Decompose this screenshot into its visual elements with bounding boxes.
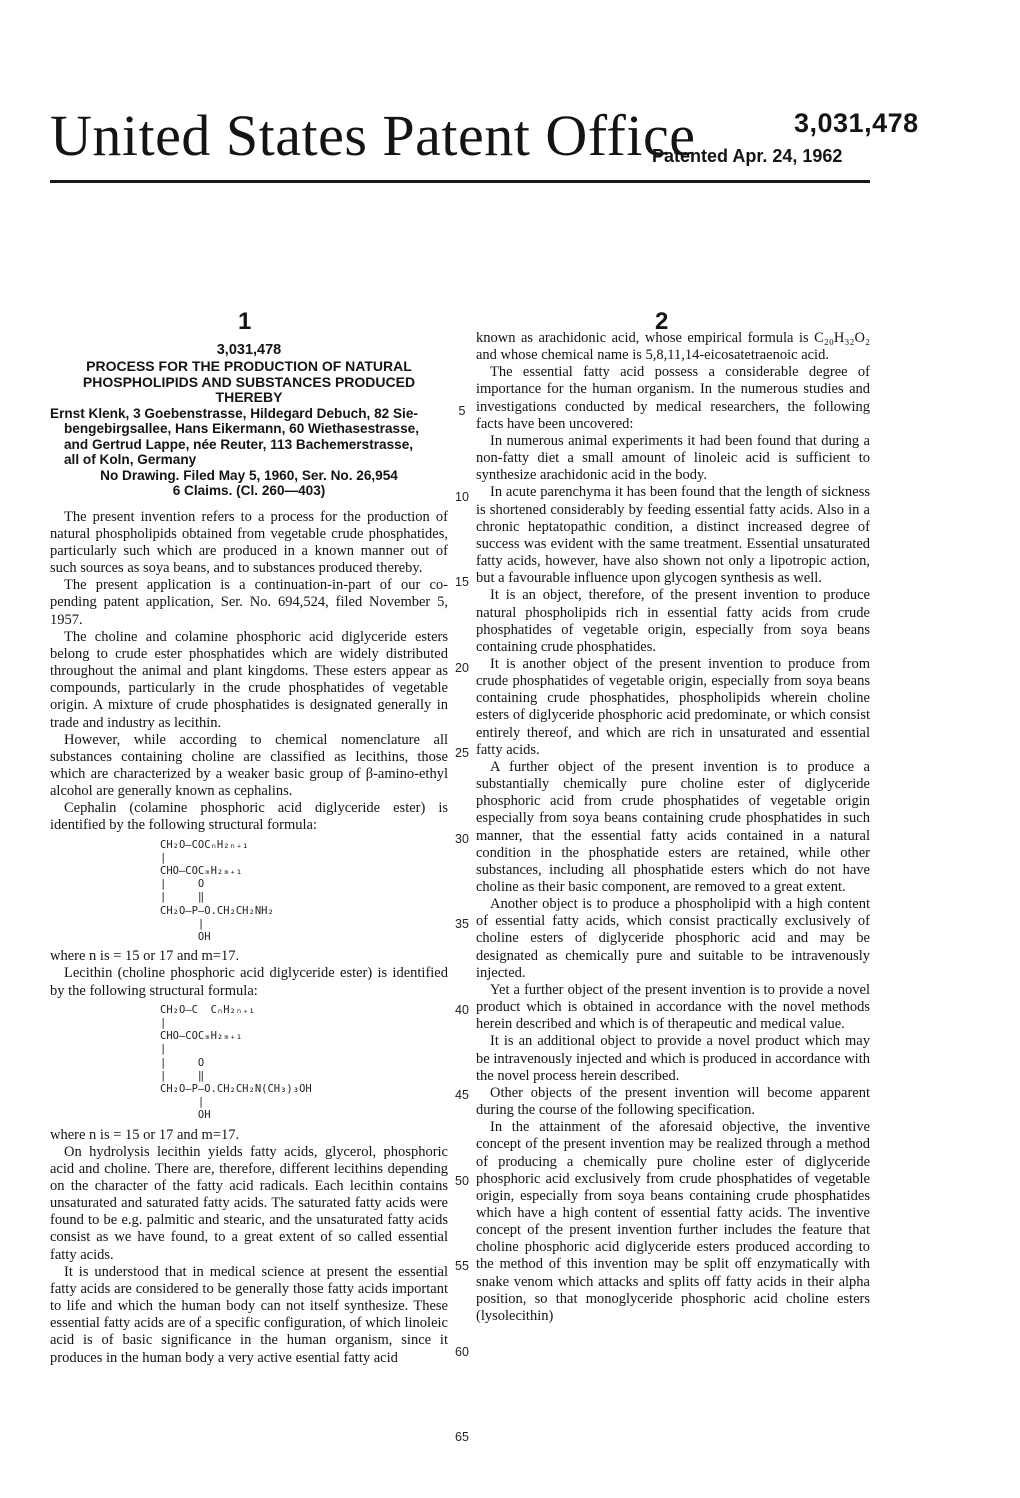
- formula-line: | O: [160, 878, 205, 891]
- formula-line: | ‖: [160, 891, 205, 904]
- paragraph: In acute parenchyma it has been found that the length of sickness is shortened considerably by feeding essential fatty acids. Also in a chronic heptatopathic condition, a distinct increased degree of success was evident with the same treatment. Essential unsaturated fatty acids, however, have also shown not only a lipotropic action, but a favourable influence upon glycogen synthesis as well.: [476, 484, 870, 587]
- paragraph: Cephalin (colamine phosphoric acid diglyceride ester) is identified by the following structural formula:: [50, 800, 448, 834]
- inventors: [50, 406, 448, 468]
- paragraph: Lecithin (choline phosphoric acid diglyceride ester) is identified by the following structural formula:: [50, 965, 448, 999]
- paragraph: A further object of the present invention is to produce a substantially chemically pure choline ester of diglyceride phosphoric acid from crude phosphatides of vegetable origin especially from soya beans containing crude phosphatides in such manner, that the essential fatty acids contained in a natural condition in the phosphatide esters are retained, while other substances, including all phosphatide esters which do not have choline as their basic component, are removed to a great extent.: [476, 758, 870, 895]
- paragraph: It is another object of the present invention to produce from crude phosphatides of vegetable origin, especially from soya beans containing crude phosphatides, phospholipids wherein choline esters of diglyceride phosphoric acid predominate, or which consist entirely thereof, and which are rich in unsaturated and essential fatty acids.: [476, 655, 870, 758]
- line-number: 45: [455, 1088, 469, 1102]
- formula-line: | ‖: [160, 1069, 205, 1082]
- formula-line: OH: [160, 1109, 211, 1122]
- formula-line: CH₂O—COCₙH₂ₙ₊₁: [160, 838, 249, 851]
- line-number: 55: [455, 1259, 469, 1273]
- column-2: [476, 330, 870, 1325]
- formula-line: OH: [160, 931, 211, 944]
- paragraph: It is an additional object to provide a novel product which may be intravenously injected and which is produced in accordance with the novel process herein described.: [476, 1033, 870, 1084]
- paragraph: Other objects of the present invention will become apparent during the course of the following specification.: [476, 1084, 870, 1119]
- line-number: 10: [455, 490, 469, 504]
- line-number: 60: [455, 1345, 469, 1359]
- paragraph: It is understood that in medical science at present the essential fatty acids are considered to be generally those fatty acids important to life and which the human body can not itself synthesize. These essential fatty acids are of a specific configuration, of which linoleic acid is of basic significance in the human organism, since it produces in the human body a very active esential fatty acid: [50, 1263, 448, 1366]
- line-number: 15: [455, 575, 469, 589]
- formula-line: | O: [160, 1056, 205, 1069]
- formula-line: |: [160, 1043, 167, 1056]
- paragraph: Yet a further object of the present invention is to provide a novel product which is obtained in accordance with the novel methods herein described and which is of therapeutic and medical value.: [476, 981, 870, 1033]
- inventor-line: Ernst Klenk, 3 Goebenstrasse, Hildegard Debuch, 82 Sie-: [50, 405, 418, 421]
- paragraph: The present application is a continuation-in-part of our co-pending patent application, Ser. No. 694,524, filed November 5, 1957.: [50, 577, 448, 628]
- formula-line: CHO—COCₘH₂ₘ₊₁: [160, 1030, 243, 1043]
- inventor-line: bengebirgsallee, Hans Eikermann, 60 Wiethasestrasse,: [64, 421, 419, 437]
- formula-line: |: [160, 851, 167, 864]
- patent-number-inline: 3,031,478: [216, 342, 282, 358]
- inventor-line: and Gertrud Lappe, née Reuter, 113 Bachemerstrasse,: [64, 436, 414, 452]
- line-number: 5: [458, 404, 466, 418]
- column-1: [50, 340, 448, 1367]
- paragraph: The essential fatty acid possess a considerable degree of importance for the human organism. In the numerous studies and investigations conducted by medical researchers, the following facts have been uncovered:: [476, 364, 870, 432]
- patent-number: 3,031,478: [794, 108, 919, 138]
- line-number: 50: [455, 1174, 469, 1188]
- cephalin-formula: [160, 839, 448, 945]
- formula-line: CHO—COCₘH₂ₘ₊₁: [160, 865, 243, 878]
- line-number-gutter: [450, 0, 474, 1498]
- line-number: 40: [455, 1003, 469, 1017]
- paragraph: The choline and colamine phosphoric acid diglyceride esters belong to crude ester phosphatides which are widely distributed throughout the animal and plant kingdoms. These esters appear as compounds, particularly in the crude phosphatides of vegetable origin. A mixture of crude phosphatides is designated generally in trade and industry as lecithin.: [50, 628, 448, 731]
- formula-where: where n is = 15 or 17 and m=17.: [50, 948, 240, 965]
- filing-info: No Drawing. Filed May 5, 1960, Ser. No. 26,954: [100, 467, 398, 483]
- paragraph: The present invention refers to a process for the production of natural phospholipids obtained from vegetable crude phosphatides, particularly such which are produced in a known manner out of such sources as soya beans, and to substances produced thereby.: [50, 508, 448, 577]
- office-title: United States Patent Office: [50, 103, 696, 168]
- formula-line: CH₂O—P—O.CH₂CH₂N(CH₃)₃OH: [160, 1082, 312, 1095]
- paragraph: In numerous animal experiments it had been found that during a non-fatty diet a small amount of linoleic acid is sufficient to synthesize arachidonic acid in the body.: [476, 432, 870, 484]
- paragraph: Another object is to produce a phospholipid with a high content of essential fatty acids, which consist practically exclusively of choline esters of diglyceride phosphoric acid and may be designated as chemically pure and suitable to be intravenously injected.: [476, 896, 870, 981]
- column-number-2: 2: [655, 308, 669, 335]
- line-number: 65: [455, 1430, 469, 1444]
- line-number: 30: [455, 832, 469, 846]
- formula-line: |: [160, 1016, 167, 1029]
- claims-info: 6 Claims. (Cl. 260—403): [172, 483, 326, 499]
- paragraph: However, while according to chemical nomenclature all substances containing choline are classified as lecithins, those which are characterized by a weaker basic group of β-amino-ethyl alcohol are generally known as cephalins.: [50, 731, 448, 800]
- formula-line: CH₂O—P—O.CH₂CH₂NH₂: [160, 904, 274, 917]
- formula-line: |: [160, 1096, 205, 1109]
- line-number: 35: [455, 917, 469, 931]
- formula-line: |: [160, 917, 205, 930]
- inventor-line: all of Koln, Germany: [64, 452, 197, 468]
- line-number: 25: [455, 746, 469, 760]
- patent-date: Patented Apr. 24, 1962: [652, 146, 843, 166]
- line-number: 20: [455, 661, 469, 675]
- paragraph: It is an object, therefore, of the present invention to produce natural phospholipids rich in essential fatty acids from crude phosphatides of vegetable origin, especially from soya beans containing crude phosphatides.: [476, 587, 870, 655]
- formula-line: CH₂O—C CₙH₂ₙ₊₁: [160, 1003, 255, 1016]
- column-number-1: 1: [238, 308, 252, 335]
- patent-title: PROCESS FOR THE PRODUCTION OF NATURAL PHOSPHOLIPIDS AND SUBSTANCES PRODUCED THEREBY: [82, 358, 416, 406]
- lecithin-formula: [160, 1004, 448, 1123]
- paragraph: known as arachidonic acid, whose empirical formula is C₂₀H₃₂O₂ and whose chemical name is 5,8,11,14-eicosatetraenoic acid.: [476, 330, 870, 364]
- paragraph: In the attainment of the aforesaid objective, the inventive concept of the present invention may be realized through a method of producing a chemically pure choline ester of diglyceride phosphoric acid exclusively from crude phosphatides of vegetable origin, especially from soya beans containing crude phosphatides which have a high content of essential fatty acids. The inventive concept of the present invention further includes the feature that choline phosphoric acid diglyceride esters produced according to the method of this invention may be split off enzymatically with snake venom which attacks and splits off fatty acids in their alpha position, so that monoglyceride phosphoric acid choline esters (lysolecithin): [476, 1119, 870, 1324]
- paragraph: On hydrolysis lecithin yields fatty acids, glycerol, phosphoric acid and choline. There are, therefore, different lecithins depending on the character of the fatty acid radicals. Each lecithin contains unsaturated and saturated fatty acids. The saturated fatty acids were found to be e.g. palmitic and stearic, and the unsaturated fatty acids consist as we have found, to a great extent of so called essential fatty acids.: [50, 1143, 448, 1263]
- formula-where: where n is = 15 or 17 and m=17.: [50, 1126, 240, 1143]
